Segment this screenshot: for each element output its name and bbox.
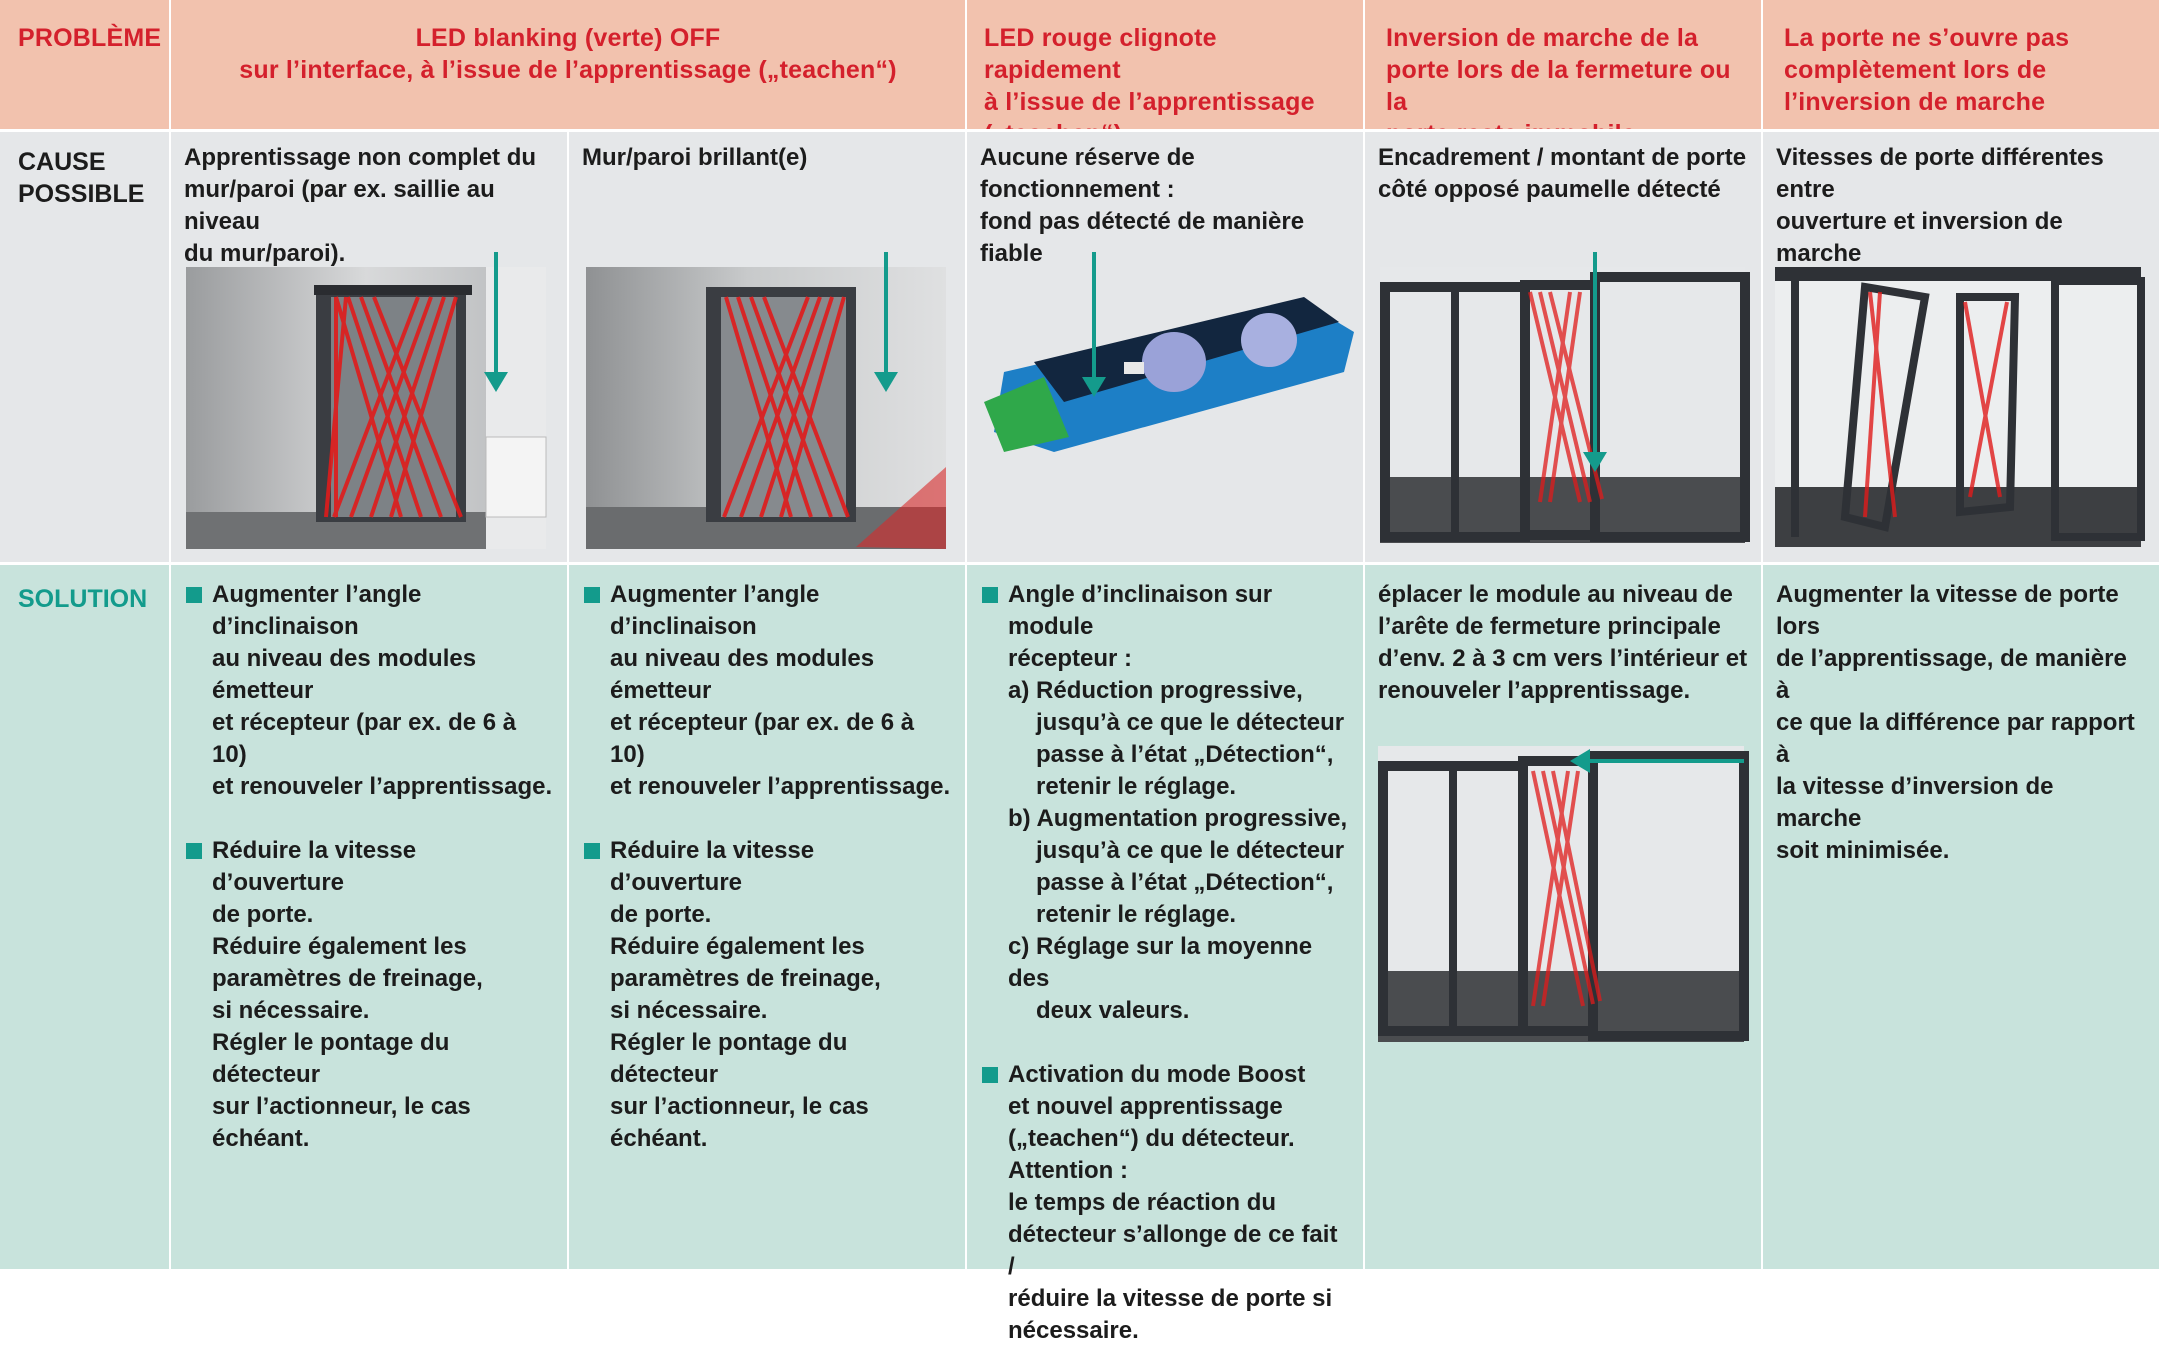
problem-label-text: PROBLÈME [18, 24, 162, 52]
cause-4-line: côté opposé paumelle détecté [1378, 176, 1721, 203]
solution-1-bullet-1 [186, 579, 554, 803]
solution-line: d’env. 2 à 3 cm vers l’intérieur et [1378, 645, 1748, 672]
cause-3-line: fonctionnement : [980, 176, 1175, 203]
solution-line: si nécessaire. [610, 997, 768, 1024]
solution-line: jusqu’à ce que le détecteur [1036, 709, 1345, 736]
solution-cell-3 [966, 563, 1364, 1344]
solution-label-text: SOLUTION [18, 585, 148, 613]
bullet-square-icon [186, 587, 202, 603]
solution-line: éplacer le module au niveau de [1378, 581, 1733, 608]
solution-2-bullet-1 [584, 579, 952, 803]
solution-cell-2 [568, 563, 966, 1269]
solution-line: au niveau des modules émetteur [610, 645, 875, 704]
solution-1-bullet-2 [186, 835, 554, 1155]
solution-3-bullet-2 [982, 1059, 1350, 1347]
cause-3-line: fond pas détecté de manière fiable [980, 208, 1305, 267]
solution-line: passe à l’état „Détection“, [1036, 869, 1334, 896]
cause-1-line: Apprentissage non complet du [184, 144, 537, 171]
header-problem-2 [966, 0, 1364, 130]
cause-2-line: Mur/paroi brillant(e) [582, 144, 808, 171]
solution-line: récepteur : [1008, 645, 1133, 672]
cause-label-line: POSSIBLE [18, 180, 145, 208]
solution-line: et renouveler l’apprentissage. [212, 773, 553, 800]
solution-label [0, 563, 170, 1269]
solution-line: le temps de réaction du [1008, 1189, 1277, 1216]
solution-line: Réduire également les [610, 933, 865, 960]
solution-cell-1 [170, 563, 568, 1269]
step-label: a) [1008, 677, 1030, 704]
step-label: c) [1008, 933, 1030, 960]
solution-line: au niveau des modules émetteur [212, 645, 477, 704]
bullet-square-icon [584, 843, 600, 859]
solution-line: de porte. [212, 901, 314, 928]
solution-line: si nécessaire. [212, 997, 370, 1024]
solution-line: et renouveler l’apprentissage. [610, 773, 951, 800]
solution-line: Réglage sur la moyenne des [1008, 933, 1313, 992]
illustration-door-wall-protrusion [186, 267, 546, 549]
solution-line: de porte. [610, 901, 712, 928]
solution-line: et nouvel apprentissage [1008, 1093, 1283, 1120]
solution-3-bullet-1 [982, 579, 1350, 1027]
cause-1-line: mur/paroi (par ex. saillie au niveau [184, 176, 495, 235]
solution-line: Angle d’inclinaison sur module [1008, 581, 1273, 640]
solution-line: renouveler l’apprentissage. [1378, 677, 1691, 704]
solution-line: de l’apprentissage, de manière à [1776, 645, 2127, 704]
solution-line: Régler le pontage du détecteur [610, 1029, 848, 1088]
solution-line: nécessaire. [1008, 1317, 1139, 1344]
header-problem-1 [170, 0, 966, 130]
solution-line: retenir le réglage. [1036, 773, 1237, 800]
cause-4-line: Encadrement / montant de porte [1378, 144, 1747, 171]
illustration-sensor-module [974, 262, 1358, 462]
solution-line: passe à l’état „Détection“, [1036, 741, 1334, 768]
solution-line: détecteur s’allonge de ce fait / [1008, 1221, 1338, 1280]
solution-line: paramètres de freinage, [212, 965, 483, 992]
solution-line: ce que la différence par rapport à [1776, 709, 2135, 768]
solution-line: paramètres de freinage, [610, 965, 881, 992]
solution-line: Réduction progressive, [1036, 677, 1303, 704]
solution-line: Réduire également les [212, 933, 467, 960]
header-problem-2-line: LED rouge clignote rapidement [984, 24, 1217, 84]
header-problem-4 [1762, 0, 2159, 130]
solution-line: Réduire la vitesse d’ouverture [610, 837, 815, 896]
solution-line: jusqu’à ce que le détecteur [1036, 837, 1345, 864]
bullet-square-icon [186, 843, 202, 859]
illustration-door-module-shift [1378, 746, 1744, 1042]
solution-3-step-c [1008, 931, 1350, 1027]
header-problem-4-line: l’inversion de marche [1784, 88, 2046, 116]
solution-cell-5 [1762, 563, 2159, 1269]
solution-line: l’arête de fermeture principale [1378, 613, 1721, 640]
solution-line: Augmenter l’angle d’inclinaison [212, 581, 422, 640]
cause-label [0, 130, 170, 563]
solution-line: Régler le pontage du détecteur [212, 1029, 450, 1088]
illustration-door-shiny-wall [586, 267, 946, 549]
header-problem-4-line: complètement lors de [1784, 56, 2047, 84]
solution-line: Augmenter l’angle d’inclinaison [610, 581, 820, 640]
solution-line: réduire la vitesse de porte si [1008, 1285, 1333, 1312]
header-problem-1-line: LED blanking (verte) OFF [415, 24, 721, 52]
cause-label-line: CAUSE [18, 148, 106, 176]
illustration-glass-door-frame [1380, 267, 1745, 543]
solution-line: sur l’actionneur, le cas échéant. [212, 1093, 471, 1152]
illustration-folding-doors [1775, 267, 2141, 547]
cause-5-line: Vitesses de porte différentes entre [1776, 144, 2104, 203]
solution-line: soit minimisée. [1776, 837, 1950, 864]
header-problem-3-line: porte lors de la fermeture ou la [1386, 56, 1731, 116]
solution-2-bullet-2 [584, 835, 952, 1155]
solution-line: et récepteur (par ex. de 6 à 10) [212, 709, 517, 768]
solution-3-step-a [1008, 675, 1350, 803]
solution-line: Réduire la vitesse d’ouverture [212, 837, 417, 896]
bullet-square-icon [584, 587, 600, 603]
header-problem-1-line: sur l’interface, à l’issue de l’apprentissage („teachen“) [239, 56, 897, 84]
header-problem-3 [1364, 0, 1762, 130]
solution-line: la vitesse d’inversion de marche [1776, 773, 2054, 832]
solution-line: et récepteur (par ex. de 6 à 10) [610, 709, 915, 768]
step-label: b) [1008, 805, 1031, 832]
cause-3-line: Aucune réserve de [980, 144, 1195, 171]
cause-5-line: ouverture et inversion de marche [1776, 208, 2063, 267]
solution-line: Attention : [1008, 1157, 1128, 1184]
solution-line: Augmenter la vitesse de porte lors [1776, 581, 2119, 640]
solution-line: („teachen“) du détecteur. [1008, 1125, 1295, 1152]
bullet-square-icon [982, 587, 998, 603]
header-problem-2-line: à l’issue de l’apprentissage [984, 88, 1315, 116]
solution-line: retenir le réglage. [1036, 901, 1237, 928]
bullet-square-icon [982, 1067, 998, 1083]
solution-line: Activation du mode Boost [1008, 1061, 1306, 1088]
cause-1-line: du mur/paroi). [184, 240, 346, 267]
header-problem-3-line: Inversion de marche de la [1386, 24, 1699, 52]
problem-label [0, 0, 170, 130]
solution-line: sur l’actionneur, le cas échéant. [610, 1093, 869, 1152]
solution-line: deux valeurs. [1036, 997, 1190, 1024]
header-problem-4-line: La porte ne s’ouvre pas [1784, 24, 2070, 52]
solution-line: Augmentation progressive, [1036, 805, 1348, 832]
solution-3-step-b [1008, 803, 1350, 931]
